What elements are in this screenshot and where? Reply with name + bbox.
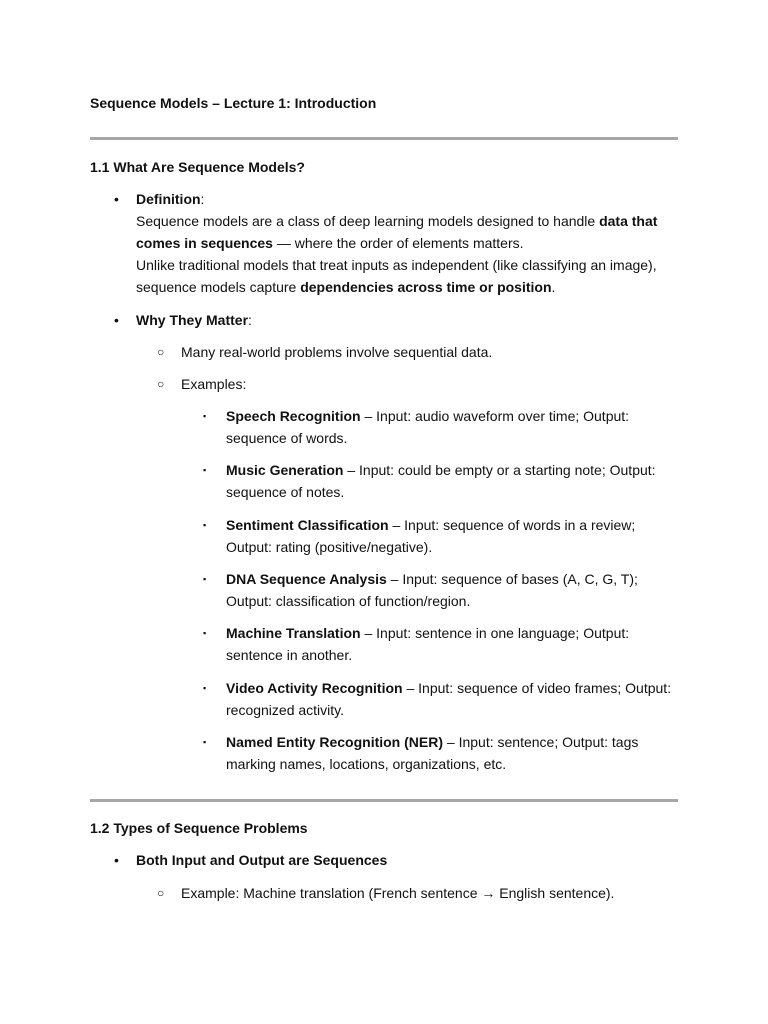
why-point-1: Many real-world problems involve sequential data. xyxy=(181,344,493,360)
example-name: Music Generation xyxy=(226,462,344,478)
document-title: Sequence Models – Lecture 1: Introduction xyxy=(90,95,377,111)
definition-paragraph-1 xyxy=(136,210,684,254)
example-item xyxy=(226,731,681,775)
why-label: Why They Matter xyxy=(136,312,249,328)
example-desc: – Input: sentence; Output: tags marking names, locations, organizations, etc. xyxy=(226,734,639,772)
bullet-marker: • xyxy=(114,191,119,207)
example-item xyxy=(226,677,681,721)
why-colon: : xyxy=(248,312,252,328)
circle-bullet-marker: ○ xyxy=(157,377,165,391)
section2-example: Example: Machine translation (French sentence → English sentence). xyxy=(181,885,615,901)
definition-text-a: Sequence models are a class of deep learning models designed to handle xyxy=(136,213,600,229)
definition-text-c: — where the order of elements matters. xyxy=(272,235,524,251)
why-point-2: Examples: xyxy=(181,376,247,392)
circle-bullet-marker: ○ xyxy=(157,345,165,359)
definition-paragraph-2 xyxy=(136,254,684,298)
square-bullet-marker: ▪ xyxy=(203,411,207,421)
bullet-marker: • xyxy=(114,312,119,328)
why-label-line xyxy=(136,309,684,331)
square-bullet-marker: ▪ xyxy=(203,737,207,747)
definition-text-d: Unlike traditional models that treat inputs as independent (like classifying an image), sequence models capture xyxy=(136,257,657,295)
example-item xyxy=(226,514,681,558)
section-heading-1-1: 1.1 What Are Sequence Models? xyxy=(90,159,305,175)
definition-label: Definition xyxy=(136,191,201,207)
square-bullet-marker: ▪ xyxy=(203,683,207,693)
example-item xyxy=(226,459,681,503)
definition-emphasis-2: dependencies across time or position xyxy=(300,279,552,295)
example-name: Machine Translation xyxy=(226,625,361,641)
definition-text-f: . xyxy=(551,279,556,295)
example-desc: – Input: sequence of words in a review; Output: rating (positive/negative). xyxy=(226,517,636,555)
example-desc: – Input: sequence of video frames; Output: recognized activity. xyxy=(226,680,672,718)
definition-colon: : xyxy=(200,191,205,207)
square-bullet-marker: ▪ xyxy=(203,520,207,530)
example-item xyxy=(226,568,681,612)
section2-bullet xyxy=(136,849,684,871)
example-item xyxy=(226,405,681,449)
example-desc: – Input: sentence in one language; Output: sentence in another. xyxy=(226,625,630,663)
section2-bullet-label: Both Input and Output are Sequences xyxy=(136,852,388,868)
example-desc: – Input: audio waveform over time; Output: sequence of words. xyxy=(226,408,630,446)
square-bullet-marker: ▪ xyxy=(203,465,207,475)
horizontal-rule xyxy=(90,799,678,802)
example-desc: – Input: could be empty or a starting note; Output: sequence of notes. xyxy=(226,462,656,500)
example-name: DNA Sequence Analysis xyxy=(226,571,387,587)
horizontal-rule xyxy=(90,137,678,140)
square-bullet-marker: ▪ xyxy=(203,628,207,638)
square-bullet-marker: ▪ xyxy=(203,574,207,584)
example-desc: – Input: sequence of bases (A, C, G, T); Output: classification of function/region. xyxy=(226,571,638,609)
definition-block xyxy=(136,188,684,298)
example-name: Sentiment Classification xyxy=(226,517,389,533)
circle-bullet-marker: ○ xyxy=(157,886,165,900)
example-item xyxy=(226,622,681,666)
example-name: Named Entity Recognition (NER) xyxy=(226,734,444,750)
bullet-marker: • xyxy=(114,852,119,868)
section-heading-1-2: 1.2 Types of Sequence Problems xyxy=(90,820,308,836)
definition-label-line xyxy=(136,188,684,210)
example-name: Speech Recognition xyxy=(226,408,361,424)
definition-emphasis-1: data that comes in sequences xyxy=(136,213,658,251)
example-name: Video Activity Recognition xyxy=(226,680,403,696)
